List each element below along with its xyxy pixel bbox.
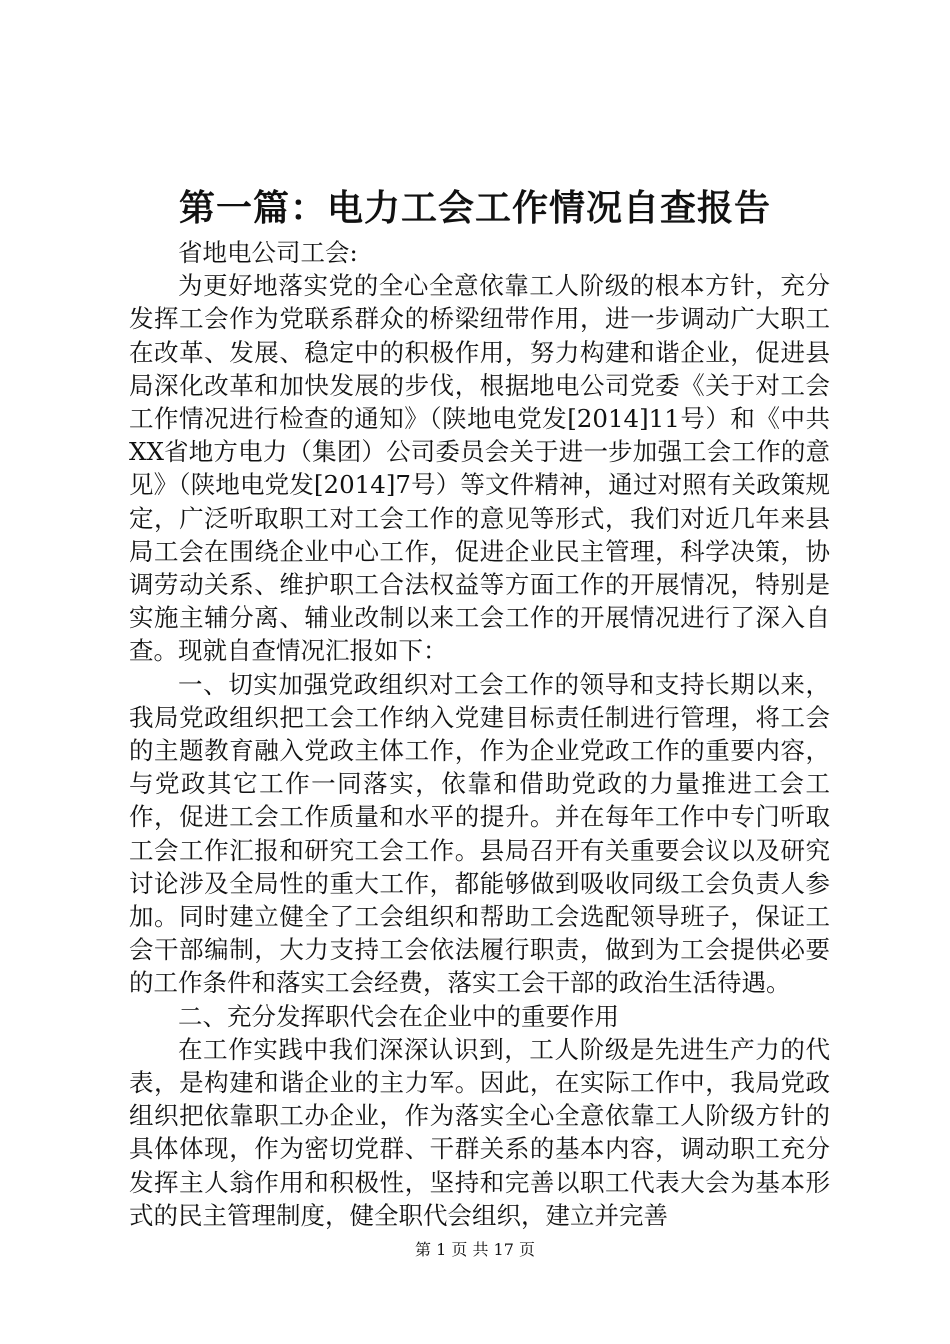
paragraph-intro: 为更好地落实党的全心全意依靠工人阶级的根本方针，充分发挥工会作为党联系群众的桥梁纽带作用，进一步调动广大职工在改革、发展、稳定中的积极作用，努力构建和谐企业，促进县局深化改革和加快发展的步伐，根据地电公司党委《关于对工会工作情况进行检查的通知》（陕地电党发[2014]11号）和《中共XX省地方电力（集团）公司委员会关于进一步加强工会工作的意见》（陕地电党发[2014]7号）等文件精神，通过对照有关政策规定，广泛听取职工对工会工作的意见等形式，我们对近几年来县局工会在围绕企业中心工作，促进企业民主管理，科学决策，协调劳动关系、维护职工合法权益等方面工作的开展情况，特别是实施主辅分离、辅业改制以来工会工作的开展情况进行了深入自查。现就自查情况汇报如下：	[129, 271, 830, 666]
document-body	[129, 236, 830, 1232]
document-title: 第一篇：电力工会工作情况自查报告	[178, 187, 771, 229]
page-footer: 第 1 页 共 17 页	[415, 1240, 535, 1259]
paragraph-section-two: 在工作实践中我们深深认识到，工人阶级是先进生产力的代表，是构建和谐企业的主力军。因此，在实际工作中，我局党政组织把依靠职工办企业，作为落实全心全意依靠工人阶级方针的具体体现，作为密切党群、干群关系的基本内容，调动职工充分发挥主人翁作用和积极性，坚持和完善以职工代表大会为基本形式的民主管理制度，健全职代会组织，建立并完善	[129, 1034, 830, 1230]
paragraph-section-one: 一、切实加强党政组织对工会工作的领导和支持长期以来，我局党政组织把工会工作纳入党建目标责任制进行管理，将工会的主题教育融入党政主体工作，作为企业党政工作的重要内容，与党政其它工作一同落实，依靠和借助党政的力量推进工会工作，促进工会工作质量和水平的提升。并在每年工作中专门听取工会工作汇报和研究工会工作。县局召开有关重要会议以及研究讨论涉及全局性的重大工作，都能够做到吸收同级工会负责人参加。同时建立健全了工会组织和帮助工会选配领导班子，保证工会干部编制，大力支持工会依法履行职责，做到为工会提供必要的工作条件和落实工会经费，落实工会干部的政治生活待遇。	[129, 669, 830, 998]
salutation: 省地电公司工会:	[178, 238, 358, 267]
section-heading-two: 二、充分发挥职代会在企业中的重要作用	[178, 1001, 619, 1031]
